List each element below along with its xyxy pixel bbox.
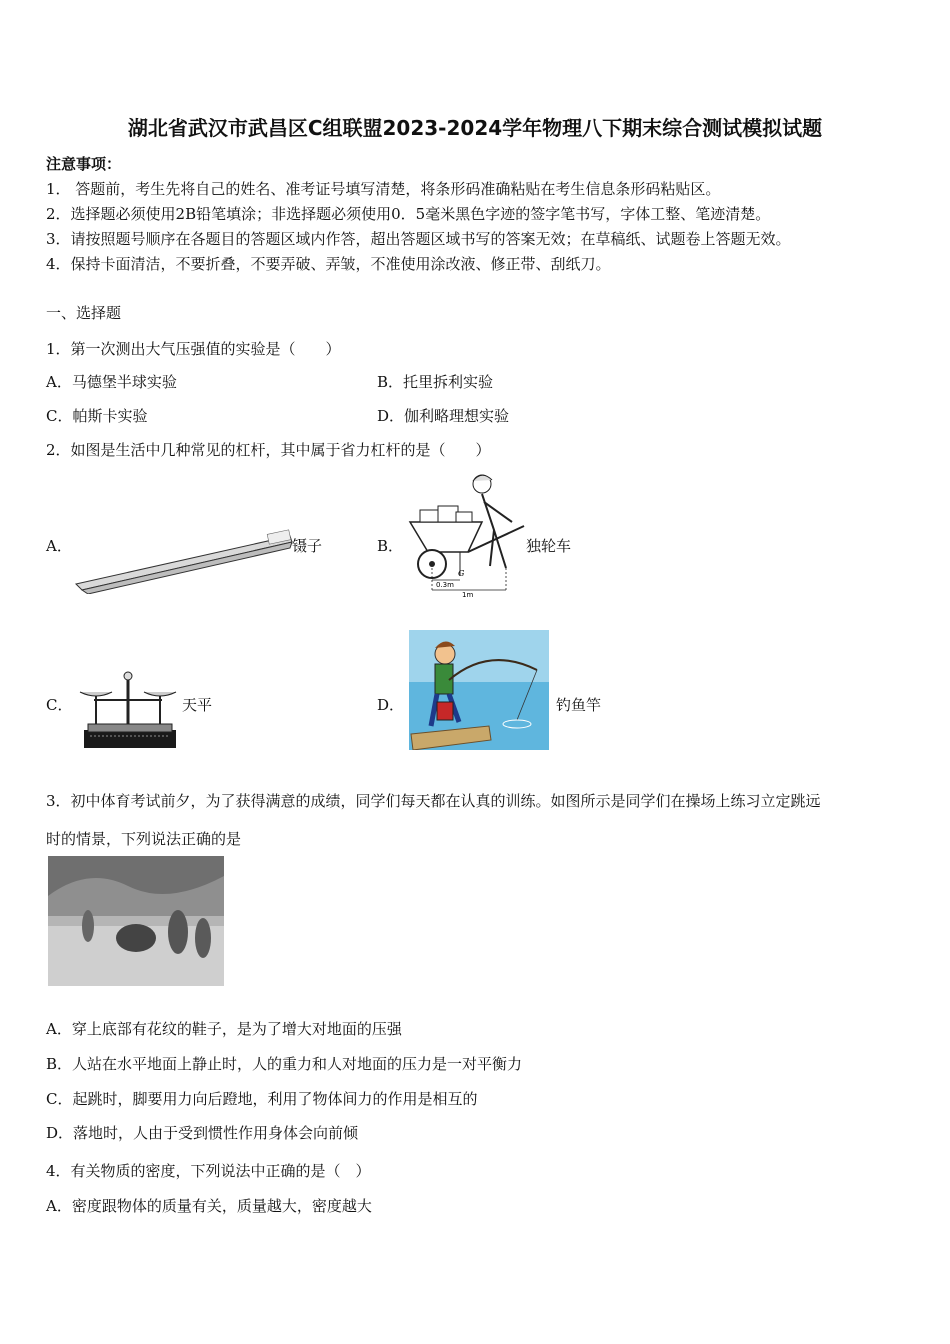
q3-option-b: B．人站在水平地面上静止时，人的重力和人对地面的压力是一对平衡力 <box>46 1055 523 1073</box>
q2-option-b-label: 独轮车 <box>526 537 572 555</box>
question-4-stem: 4．有关物质的密度，下列说法中正确的是（ ） <box>46 1162 371 1180</box>
q1-option-b: B．托里拆利实验 <box>377 373 494 391</box>
notice-item: 1． 答题前，考生先将自己的姓名、准考证号填写清楚，将条形码准确粘贴在考生信息条形码粘贴区。 <box>46 180 721 198</box>
fig-distance-short: 0.3m <box>436 581 454 589</box>
section-heading: 一、选择题 <box>46 304 122 322</box>
q2-option-d-letter: D． <box>377 696 405 714</box>
q2-option-b-letter: B． <box>377 537 404 555</box>
fig-distance-long: 1m <box>462 591 474 598</box>
notice-heading: 注意事项： <box>46 155 122 173</box>
q2-option-a-letter: A． <box>46 537 72 555</box>
question-2-stem: 2．如图是生活中几种常见的杠杆，其中属于省力杠杆的是（ ） <box>46 441 491 459</box>
notice-item: 3．请按照题号顺序在各题目的答题区域内作答，超出答题区域书写的答案无效；在草稿纸、试题卷上答题无效。 <box>46 230 791 248</box>
q1-option-d: D．伽利略理想实验 <box>377 407 510 425</box>
question-3-stem-cont: 时的情景，下列说法正确的是 <box>46 830 242 848</box>
q2-option-d-label: 钓鱼竿 <box>556 696 602 714</box>
q2-option-c-letter: C． <box>46 696 73 714</box>
q4-option-a: A．密度跟物体的质量有关，质量越大，密度越大 <box>46 1197 372 1215</box>
question-3-stem: 3．初中体育考试前夕，为了获得满意的成绩，同学们每天都在认真的训练。如图所示是同学们在操场上练习立定跳远 <box>46 792 821 810</box>
balance-scale-figure <box>76 670 180 750</box>
q1-option-c: C．帕斯卡实验 <box>46 407 148 425</box>
q2-option-a-label: 镊子 <box>292 537 323 555</box>
q2-option-c-label: 天平 <box>182 696 213 714</box>
q1-option-a: A．马德堡半球实验 <box>46 373 177 391</box>
notice-item: 2．选择题必须使用2B铅笔填涂；非选择题必须使用0．5毫米黑色字迹的签字笔书写，字体工整、笔迹清楚。 <box>46 205 771 223</box>
notice-item: 4．保持卡面清洁，不要折叠，不要弄破、弄皱，不准使用涂改液、修正带、刮纸刀。 <box>46 255 611 273</box>
wheelbarrow-figure <box>402 470 528 598</box>
q3-option-a: A．穿上底部有花纹的鞋子，是为了增大对地面的压强 <box>46 1020 402 1038</box>
tweezers-figure <box>72 528 294 594</box>
q3-option-d: D．落地时，人由于受到惯性作用身体会向前倾 <box>46 1124 359 1142</box>
page-title: 湖北省武汉市武昌区C组联盟2023-2024学年物理八下期末综合测试模拟试题 <box>127 116 823 140</box>
fig-weight-label: G <box>458 569 465 578</box>
question-1-stem: 1．第一次测出大气压强值的实验是（ ） <box>46 340 341 358</box>
q3-option-c: C．起跳时，脚要用力向后蹬地，利用了物体间力的作用是相互的 <box>46 1090 478 1108</box>
fishing-rod-figure <box>409 630 549 750</box>
long-jump-photo <box>48 856 224 986</box>
